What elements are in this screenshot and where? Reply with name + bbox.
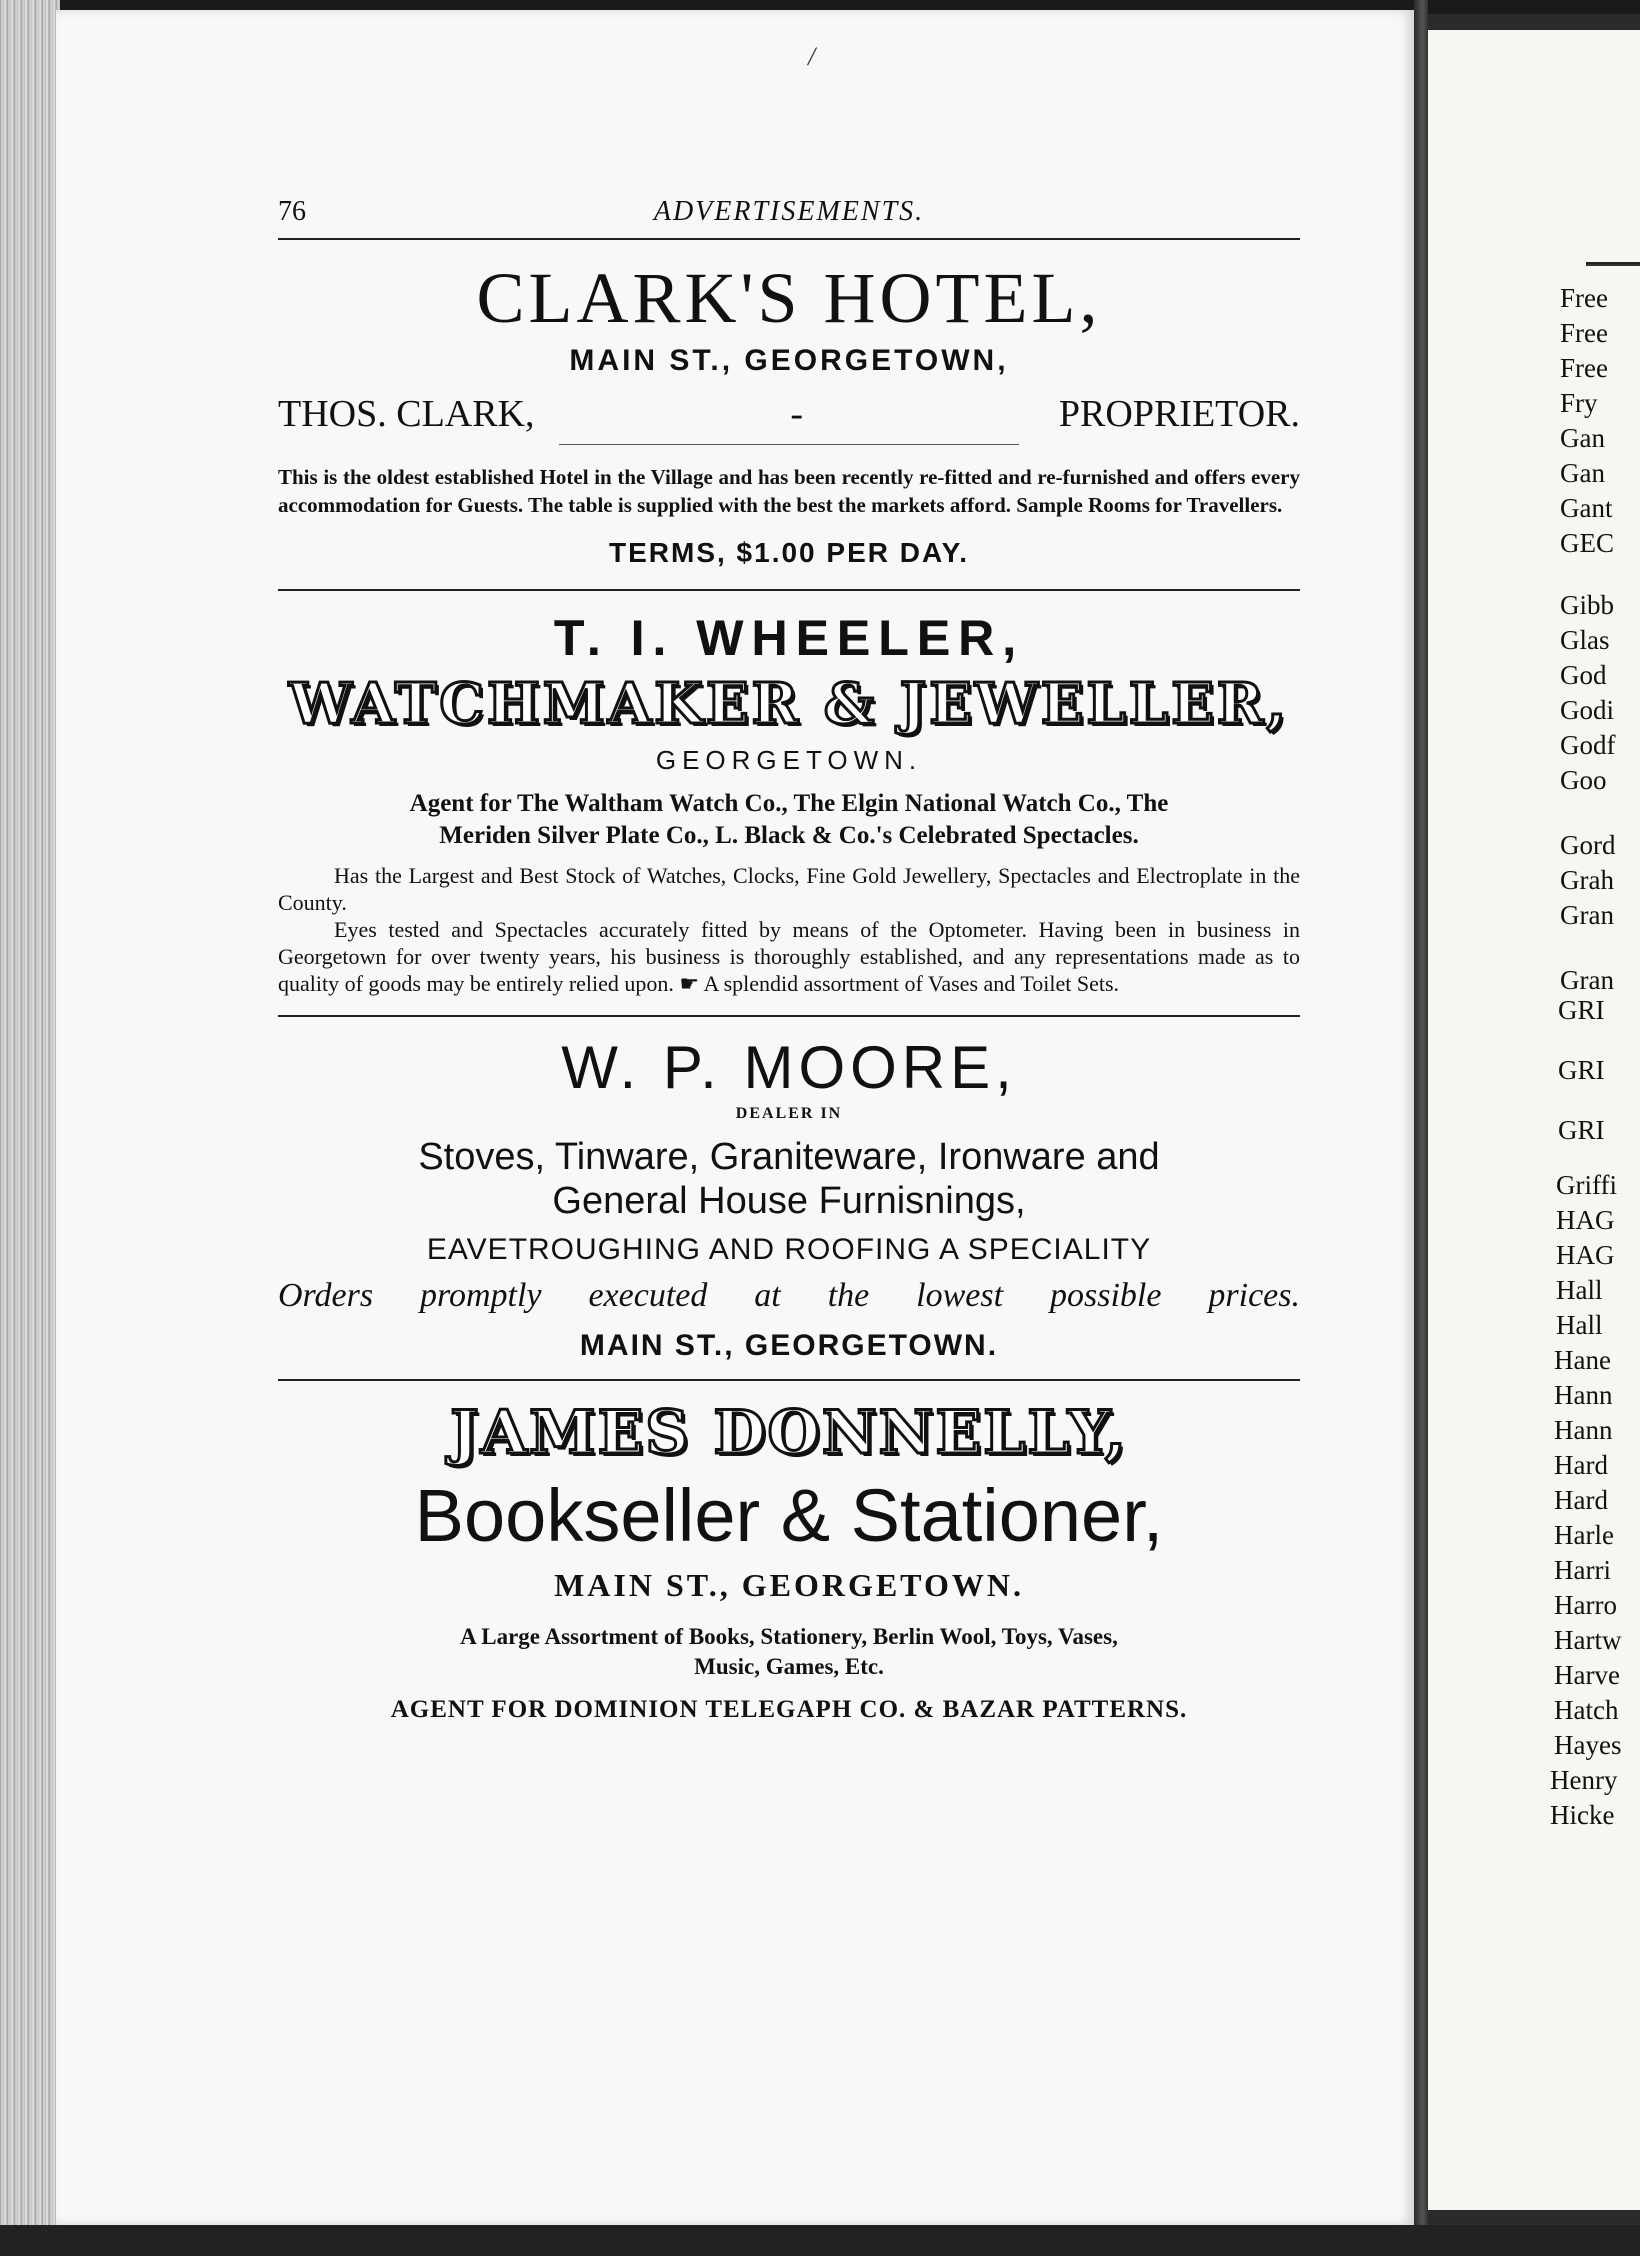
- ad-moore: [278, 1035, 1300, 1363]
- clark-short-rule: [559, 444, 1019, 445]
- moore-dealer: DEALER IN: [735, 1105, 843, 1122]
- ad-wheeler: [278, 611, 1300, 997]
- moore-address: MAIN ST., GEORGETOWN.: [579, 1329, 999, 1362]
- clark-terms: TERMS, $1.00 PER DAY.: [609, 537, 969, 568]
- next-page-entry: Hartw: [1554, 1625, 1622, 1655]
- advertisement-page: [278, 190, 1300, 1724]
- pointing-hand-icon: ☛: [679, 971, 700, 996]
- next-page-entry: Hall: [1556, 1310, 1603, 1340]
- moore-goods: [278, 1135, 1300, 1223]
- wheeler-trade: WATCHMAKER & JEWELLER,: [289, 671, 1289, 737]
- wheeler-name: T. I. WHEELER,: [553, 610, 1025, 666]
- next-page-entry: Griffi: [1556, 1170, 1617, 1200]
- next-page-entry: GEC: [1560, 528, 1614, 558]
- next-page-entry: Free: [1560, 283, 1608, 313]
- proprietor-dash: -: [790, 393, 804, 435]
- next-page-rule: [1586, 262, 1640, 266]
- next-page-entry: Free: [1560, 353, 1608, 383]
- stray-mark: /: [808, 42, 816, 71]
- donnelly-trade: Bookseller & Stationer,: [414, 1474, 1164, 1557]
- next-page-entry: Hatch: [1554, 1695, 1619, 1725]
- next-page-entry: Godi: [1560, 695, 1614, 725]
- wheeler-eyes: [278, 916, 1300, 997]
- divider-2: [278, 1015, 1300, 1017]
- next-page-entry: Gibb: [1560, 590, 1614, 620]
- scan-bottom-border: [0, 2225, 1640, 2256]
- next-page-entry: Gan: [1560, 423, 1605, 453]
- next-page-entry: Harve: [1554, 1660, 1620, 1690]
- moore-goods-line-1: Stoves, Tinware, Graniteware, Ironware and: [418, 1136, 1160, 1178]
- donnelly-address: MAIN ST., GEORGETOWN.: [554, 1567, 1024, 1603]
- next-page-entry: Hard: [1554, 1485, 1608, 1515]
- clark-address: MAIN ST., GEORGETOWN,: [569, 344, 1009, 377]
- wheeler-town: GEORGETOWN.: [655, 745, 923, 775]
- next-page-entry: Gant: [1560, 493, 1613, 523]
- header-title: ADVERTISEMENTS.: [653, 196, 925, 227]
- next-page-entry: Gran: [1560, 965, 1614, 995]
- page-header: [278, 190, 1300, 230]
- proprietor-name: THOS. CLARK,: [278, 393, 535, 435]
- book-page-edges: [0, 0, 60, 2256]
- wheeler-agent-line-1: Agent for The Waltham Watch Co., The Elgin National Watch Co., The: [409, 790, 1169, 817]
- wheeler-vases-text: A splendid assortment of Vases and Toilet Sets.: [703, 971, 1120, 996]
- donnelly-assortment-line-1: A Large Assortment of Books, Stationery, Berlin Wool, Toys, Vases,: [460, 1624, 1118, 1649]
- next-page-entry: Hann: [1554, 1380, 1613, 1410]
- book-gutter: [1414, 0, 1428, 2256]
- next-page-entry: Gan: [1560, 458, 1605, 488]
- next-page-entry: Hane: [1554, 1345, 1611, 1375]
- wheeler-stock: [278, 862, 1300, 916]
- next-page-entry: GRI: [1558, 995, 1605, 1025]
- next-page-entry: Hard: [1554, 1450, 1608, 1480]
- next-page-entry: Grah: [1560, 865, 1614, 895]
- next-page-entry: Hicke: [1550, 1800, 1615, 1830]
- clark-proprietor-line: [278, 392, 1300, 436]
- moore-speciality: EAVETROUGHING AND ROOFING A SPECIALITY: [426, 1233, 1152, 1266]
- next-page-entry: Hall: [1556, 1275, 1603, 1305]
- next-page-entry: Harri: [1554, 1555, 1611, 1585]
- proprietor-label: PROPRIETOR.: [1058, 393, 1300, 435]
- next-page-entry: Harle: [1554, 1520, 1614, 1550]
- wheeler-agent: [278, 788, 1300, 852]
- moore-name: W. P. MOORE,: [561, 1034, 1017, 1101]
- next-page-entry: HAG: [1556, 1205, 1615, 1235]
- ad-clarks-hotel: [278, 258, 1300, 569]
- next-page-entry: Free: [1560, 318, 1608, 348]
- next-page-entry: GRI: [1558, 1115, 1605, 1145]
- next-page-fragment: [1428, 30, 1640, 2210]
- next-page-entry: Godf: [1560, 730, 1616, 760]
- next-page-entry: HAG: [1556, 1240, 1615, 1270]
- donnelly-assortment: [278, 1622, 1300, 1682]
- next-page-entry: GRI: [1558, 1055, 1605, 1085]
- clark-description: This is the oldest established Hotel in the Village and has been recently re-fitted and re-furnished and offers every accommodation for Guests. The table is supplied with the best the markets afford. Sample Rooms for Travellers.: [278, 465, 1300, 517]
- next-page-entry: Hayes: [1554, 1730, 1622, 1760]
- next-page-entry: Henry: [1550, 1765, 1618, 1795]
- wheeler-stock-text: Has the Largest and Best Stock of Watches, Clocks, Fine Gold Jewellery, Spectacles and Electroplate in the County.: [278, 863, 1300, 915]
- moore-orders: Orders promptly executed at the lowest possible prices.: [278, 1277, 1300, 1314]
- next-page-entry: Harro: [1554, 1590, 1617, 1620]
- next-page-entry: God: [1560, 660, 1607, 690]
- header-rule: [278, 238, 1300, 240]
- divider-3: [278, 1379, 1300, 1381]
- next-page-entry: Gran: [1560, 900, 1614, 930]
- next-page-entry: Gord: [1560, 830, 1616, 860]
- moore-goods-line-2: General House Furnisnings,: [552, 1180, 1026, 1222]
- clark-title: CLARK'S HOTEL,: [476, 258, 1102, 338]
- wheeler-eyes-text: Eyes tested and Spectacles accurately fitted by means of the Optometer. Having been in business in Georgetown for over twenty years, his business is thoroughly established, and any representations made as to quality of goods may be entirely relied upon.: [278, 917, 1300, 996]
- next-page-entry: Fry: [1560, 388, 1598, 418]
- ad-donnelly: [278, 1399, 1300, 1724]
- donnelly-assortment-line-2: Music, Games, Etc.: [694, 1654, 884, 1679]
- page-number: 76: [278, 196, 306, 227]
- divider-1: [278, 589, 1300, 591]
- wheeler-agent-line-2: Meriden Silver Plate Co., L. Black & Co.'s Celebrated Spectacles.: [439, 822, 1139, 849]
- donnelly-agent: AGENT FOR DOMINION TELEGAPH CO. & BAZAR PATTERNS.: [390, 1696, 1188, 1723]
- donnelly-name: JAMES DONNELLY,: [450, 1398, 1128, 1468]
- next-page-entry: Goo: [1560, 765, 1607, 795]
- next-page-entry: Glas: [1560, 625, 1610, 655]
- next-page-entry: Hann: [1554, 1415, 1613, 1445]
